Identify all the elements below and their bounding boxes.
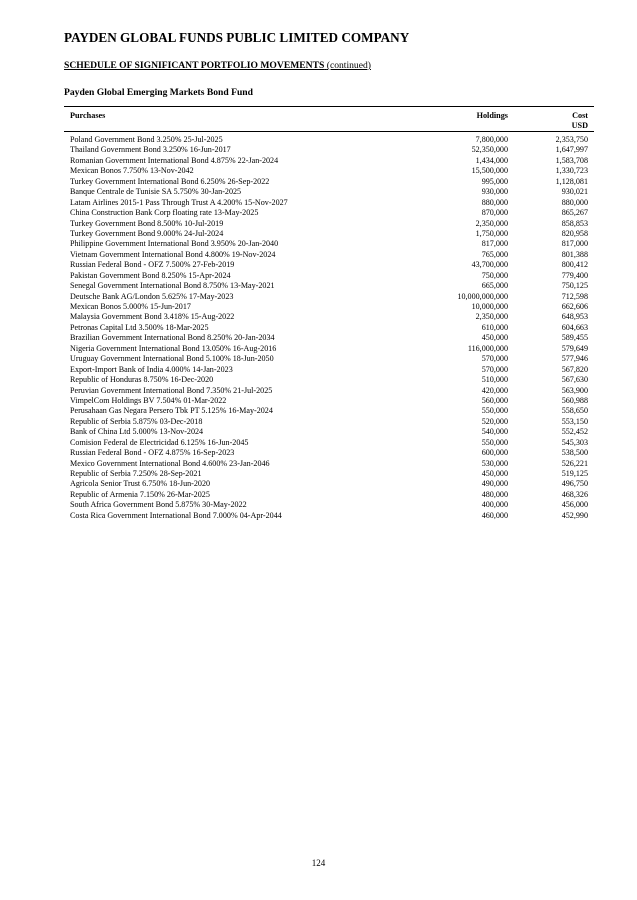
table-row <box>64 177 594 187</box>
table-row <box>64 448 594 458</box>
holdings-value: 1,750,000 <box>475 228 508 238</box>
cost-usd-value: 538,500 <box>561 448 588 458</box>
holdings-value: 116,000,000 <box>467 343 508 353</box>
holdings-value: 490,000 <box>481 479 508 489</box>
holdings-value: 480,000 <box>481 489 508 499</box>
company-title: PAYDEN GLOBAL FUNDS PUBLIC LIMITED COMPANY <box>64 30 410 45</box>
cost-usd-value: 560,988 <box>561 395 588 405</box>
holdings-value: 880,000 <box>481 197 508 207</box>
holdings-value: 570,000 <box>481 354 508 364</box>
security-description: Turkey Government Bond 9.000% 24-Jul-2024 <box>70 228 224 238</box>
cost-usd-value: 930,021 <box>561 187 588 197</box>
holdings-value: 765,000 <box>481 249 508 259</box>
holdings-value: 530,000 <box>481 458 508 468</box>
table-body <box>64 132 594 521</box>
page-number: 124 <box>311 858 326 868</box>
security-description: Perusahaan Gas Negara Persero Tbk PT 5.125% 16-May-2024 <box>70 406 273 416</box>
table-row <box>64 396 594 406</box>
holdings-value: 995,000 <box>481 176 508 186</box>
cost-usd-value: 662,606 <box>561 302 588 311</box>
table-row <box>64 459 594 469</box>
security-description: Russian Federal Bond - OFZ 4.875% 16-Sep-2023 <box>70 448 235 458</box>
security-description: Agricola Senior Trust 6.750% 18-Jun-2020 <box>70 479 211 489</box>
table-row <box>64 271 594 281</box>
table-row <box>64 156 594 166</box>
security-description: Mexican Bonos 7.750% 13-Nov-2042 <box>70 166 194 176</box>
cost-usd-value: 589,455 <box>561 333 588 343</box>
security-description: Malaysia Government Bond 3.418% 15-Aug-2022 <box>70 312 235 322</box>
cost-usd-value: 648,953 <box>561 312 588 322</box>
holdings-value: 420,000 <box>481 385 508 395</box>
column-header-cost-label: Cost <box>572 111 588 120</box>
security-description: Thailand Government Bond 3.250% 16-Jun-2017 <box>70 145 231 155</box>
cost-usd-value: 456,000 <box>561 500 588 510</box>
security-description: Deutsche Bank AG/London 5.625% 17-May-2023 <box>70 291 234 301</box>
cost-usd-value: 567,630 <box>561 375 588 385</box>
security-description: Russian Federal Bond - OFZ 7.500% 27-Feb-2019 <box>70 260 235 270</box>
holdings-value: 930,000 <box>481 187 508 197</box>
cost-usd-value: 579,649 <box>561 343 588 353</box>
table-row <box>64 312 594 322</box>
cost-usd-value: 880,000 <box>561 197 588 207</box>
schedule-continued-note: (continued) <box>326 60 371 71</box>
table-row <box>64 166 594 176</box>
table-row <box>64 438 594 448</box>
holdings-value: 870,000 <box>481 208 508 218</box>
security-description: Mexican Bonos 5.000% 15-Jun-2017 <box>70 302 191 311</box>
security-description: Mexico Government International Bond 4.600% 23-Jan-2046 <box>70 458 270 468</box>
holdings-value: 460,000 <box>481 510 508 520</box>
table-row <box>64 406 594 416</box>
table-row <box>64 323 594 333</box>
security-description: Turkey Government International Bond 6.250% 26-Sep-2022 <box>70 176 270 186</box>
security-description: Republic of Honduras 8.750% 16-Dec-2020 <box>70 375 214 385</box>
cost-usd-value: 526,221 <box>561 458 588 468</box>
security-description: Romanian Government International Bond 4.875% 22-Jan-2024 <box>70 155 279 165</box>
table-row <box>64 333 594 343</box>
cost-usd-value: 496,750 <box>561 479 588 489</box>
security-description: Vietnam Government International Bond 4.800% 19-Nov-2024 <box>70 249 276 259</box>
holdings-value: 2,350,000 <box>475 312 508 322</box>
table-row <box>64 375 594 385</box>
security-description: Republic of Serbia 7.250% 28-Sep-2021 <box>70 469 202 478</box>
holdings-value: 43,700,000 <box>471 260 508 270</box>
cost-usd-value: 865,267 <box>561 208 588 218</box>
holdings-value: 570,000 <box>481 364 508 374</box>
table-header-row <box>64 107 594 131</box>
cost-usd-value: 552,452 <box>561 427 588 437</box>
cost-usd-value: 545,303 <box>561 437 588 447</box>
column-header-holdings: Holdings <box>476 111 508 120</box>
holdings-value: 52,350,000 <box>471 145 508 155</box>
security-description: Bank of China Ltd 5.000% 13-Nov-2024 <box>70 427 204 437</box>
table-row <box>64 427 594 437</box>
cost-usd-value: 604,663 <box>561 322 588 332</box>
table-row <box>64 302 594 312</box>
column-header-purchases: Purchases <box>70 111 106 120</box>
table-row <box>64 208 594 218</box>
cost-usd-value: 820,958 <box>561 228 588 238</box>
cost-usd-value: 452,990 <box>561 510 588 520</box>
table-row <box>64 187 594 197</box>
column-header-cost-currency: USD <box>571 120 588 130</box>
holdings-value: 665,000 <box>481 281 508 291</box>
table-row <box>64 145 594 155</box>
security-description: Republic of Serbia 5.875% 03-Dec-2018 <box>70 416 203 426</box>
security-description: Brazilian Government International Bond 8.250% 20-Jan-2034 <box>70 333 275 343</box>
security-description: Export-Import Bank of India 4.000% 14-Jan-2023 <box>70 364 233 374</box>
fund-name: Payden Global Emerging Markets Bond Fund <box>64 87 253 98</box>
holdings-value: 2,350,000 <box>475 218 508 228</box>
table-row <box>64 469 594 479</box>
table-row <box>64 260 594 270</box>
table-row <box>64 239 594 249</box>
cost-usd-value: 817,000 <box>561 239 588 249</box>
security-description: Latam Airlines 2015-1 Pass Through Trust A 4.200% 15-Nov-2027 <box>70 197 288 207</box>
table-row <box>64 511 594 521</box>
schedule-heading <box>64 60 371 71</box>
cost-usd-value: 800,412 <box>561 260 588 270</box>
cost-usd-value: 858,853 <box>561 218 588 228</box>
holdings-value: 400,000 <box>481 500 508 510</box>
security-description: South Africa Government Bond 5.875% 30-May-2022 <box>70 500 247 510</box>
cost-usd-value: 567,820 <box>561 364 588 374</box>
holdings-value: 450,000 <box>481 469 508 478</box>
holdings-value: 520,000 <box>481 416 508 426</box>
table-row <box>64 292 594 302</box>
purchases-table <box>64 106 594 521</box>
holdings-value: 540,000 <box>481 427 508 437</box>
table-row <box>64 417 594 427</box>
cost-usd-value: 558,650 <box>561 406 588 416</box>
cost-usd-value: 1,647,997 <box>555 145 588 155</box>
security-description: Banque Centrale de Tunisie SA 5.750% 30-Jan-2025 <box>70 187 242 197</box>
table-row <box>64 365 594 375</box>
cost-usd-value: 1,583,708 <box>555 155 588 165</box>
cost-usd-value: 779,400 <box>561 270 588 280</box>
holdings-value: 15,500,000 <box>471 166 508 176</box>
holdings-value: 1,434,000 <box>475 155 508 165</box>
table-row <box>64 281 594 291</box>
table-row <box>64 198 594 208</box>
holdings-value: 817,000 <box>481 239 508 249</box>
cost-usd-value: 553,150 <box>561 416 588 426</box>
cost-usd-value: 750,125 <box>561 281 588 291</box>
security-description: Republic of Armenia 7.150% 26-Mar-2025 <box>70 489 210 499</box>
security-description: Turkey Government Bond 8.500% 10-Jul-2019 <box>70 218 224 228</box>
table-row <box>64 479 594 489</box>
holdings-value: 560,000 <box>481 395 508 405</box>
cost-usd-value: 801,388 <box>561 249 588 259</box>
security-description: Philippine Government International Bond 3.950% 20-Jan-2040 <box>70 239 279 249</box>
holdings-value: 7,800,000 <box>475 135 508 144</box>
security-description: Uruguay Government International Bond 5.100% 18-Jun-2050 <box>70 354 274 364</box>
table-row <box>64 490 594 500</box>
security-description: Petronas Capital Ltd 3.500% 18-Mar-2025 <box>70 322 209 332</box>
security-description: Poland Government Bond 3.250% 25-Jul-2025 <box>70 135 223 144</box>
security-description: Nigeria Government International Bond 13.050% 16-Aug-2016 <box>70 343 277 353</box>
column-header-cost <box>572 111 588 131</box>
security-description: Peruvian Government International Bond 7.350% 21-Jul-2025 <box>70 385 273 395</box>
security-description: Senegal Government International Bond 8.750% 13-May-2021 <box>70 281 275 291</box>
table-row <box>64 500 594 510</box>
table-row <box>64 229 594 239</box>
table-row <box>64 219 594 229</box>
table-row <box>64 135 594 145</box>
holdings-value: 10,000,000,000 <box>457 291 508 301</box>
cost-usd-value: 2,353,750 <box>555 135 588 144</box>
table-row <box>64 386 594 396</box>
cost-usd-value: 577,946 <box>561 354 588 364</box>
cost-usd-value: 712,598 <box>561 291 588 301</box>
security-description: Comision Federal de Electricidad 6.125% 16-Jun-2045 <box>70 437 249 447</box>
security-description: VimpelCom Holdings BV 7.504% 01-Mar-2022 <box>70 395 227 405</box>
schedule-title: SCHEDULE OF SIGNIFICANT PORTFOLIO MOVEMENTS <box>64 60 325 71</box>
security-description: Costa Rica Government International Bond 7.000% 04-Apr-2044 <box>70 510 282 520</box>
holdings-value: 550,000 <box>481 406 508 416</box>
cost-usd-value: 563,900 <box>561 385 588 395</box>
table-row <box>64 344 594 354</box>
holdings-value: 750,000 <box>481 270 508 280</box>
cost-usd-value: 468,326 <box>561 489 588 499</box>
holdings-value: 450,000 <box>481 333 508 343</box>
cost-usd-value: 1,128,081 <box>555 176 588 186</box>
holdings-value: 10,000,000 <box>471 302 508 311</box>
table-row <box>64 250 594 260</box>
holdings-value: 610,000 <box>481 322 508 332</box>
holdings-value: 550,000 <box>481 437 508 447</box>
cost-usd-value: 519,125 <box>561 469 588 478</box>
security-description: Pakistan Government Bond 8.250% 15-Apr-2024 <box>70 270 231 280</box>
holdings-value: 510,000 <box>481 375 508 385</box>
table-row <box>64 354 594 364</box>
security-description: China Construction Bank Corp floating rate 13-May-2025 <box>70 208 259 218</box>
cost-usd-value: 1,330,723 <box>555 166 588 176</box>
holdings-value: 600,000 <box>481 448 508 458</box>
